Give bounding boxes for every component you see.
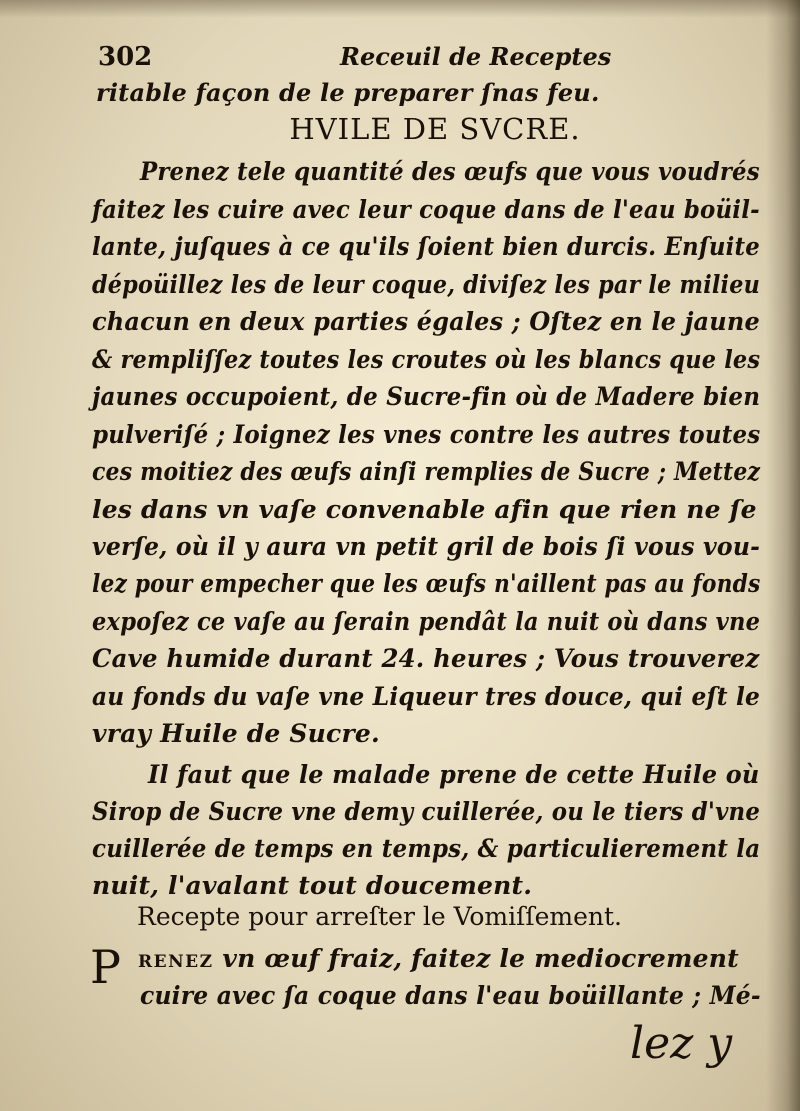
text-line-3: faitez les cuire avec leur coque dans de l'eau boüil- [92, 195, 760, 224]
text-line-21: nuit, l'avalant tout doucement. [92, 871, 533, 900]
text-line-9: pulveriſé ; Ioignez les vnes contre les autres toutes [92, 420, 761, 449]
page-top-shadow [0, 0, 800, 18]
recipe-heading-text: HVILE DE SVCRE. [289, 112, 581, 146]
text-line-19: Sirop de Sucre vne demy cuillerée, ou le tiers d'vne [92, 797, 761, 826]
text-line-23: cuire avec ſa coque dans l'eau boüillante ; Mé- [140, 981, 761, 1010]
drop-cap: P [90, 940, 121, 994]
text-line-14: expoſez ce vaſe au ſerain pendât la nuit où dans vne [92, 607, 761, 636]
second-recipe-heading: Recepte pour arreſter le Vomiſſement. [137, 902, 622, 931]
text-line-7: & rempliſſez toutes les croutes où les blancs que les [92, 345, 761, 374]
gutter-shadow [766, 0, 800, 1111]
page-number: 302 [98, 42, 153, 72]
text-line-2: Prenez tele quantité des œufs que vous voudrés [140, 157, 760, 186]
text-line-22 [138, 944, 739, 973]
text-line-16: au fonds du vaſe vne Liqueur tres douce, qui eſt le [92, 682, 761, 711]
text-line-13: lez pour empecher que les œufs n'aillent pas au fonds [92, 569, 761, 598]
text-line-12: verſe, où il y aura vn petit gril de bois ſi vous vou- [92, 532, 761, 561]
text-line-6: chacun en deux parties égales ; Oſtez en le jaune [92, 307, 760, 336]
text-line-8: jaunes occupoient, de Sucre-fin où de Madere bien [92, 382, 761, 411]
recipe-heading [0, 112, 800, 146]
catchword: lez y [630, 1018, 733, 1069]
small-caps-word: RENEZ [138, 952, 214, 972]
running-head [98, 42, 618, 78]
text-line-11: les dans vn vaſe convenable afin que rien ne ſe [92, 495, 757, 524]
running-title: Receuil de Receptes [340, 42, 612, 71]
text-line-17: vray Huile de Sucre. [92, 719, 380, 748]
text-line-15: Cave humide durant 24. heures ; Vous trouverez [92, 644, 760, 673]
text-line-20: cuillerée de temps en temps, & particulierement la [92, 834, 761, 863]
text-line-5: dépoüillez les de leur coque, diviſez les par le milieu [92, 270, 761, 299]
text-line-22-rest: vn œuf fraiz, faitez le mediocrement [222, 944, 739, 973]
text-line-18: Il faut que le malade prene de cette Huile où [148, 760, 760, 789]
text-line-1: ritable façon de le preparer ſnas feu. [96, 78, 600, 107]
text-line-4: lante, juſques à ce qu'ils ſoient bien durcis. Enſuite [92, 232, 760, 261]
text-line-10: ces moitiez des œufs ainſi remplies de Sucre ; Mettez [92, 457, 761, 486]
